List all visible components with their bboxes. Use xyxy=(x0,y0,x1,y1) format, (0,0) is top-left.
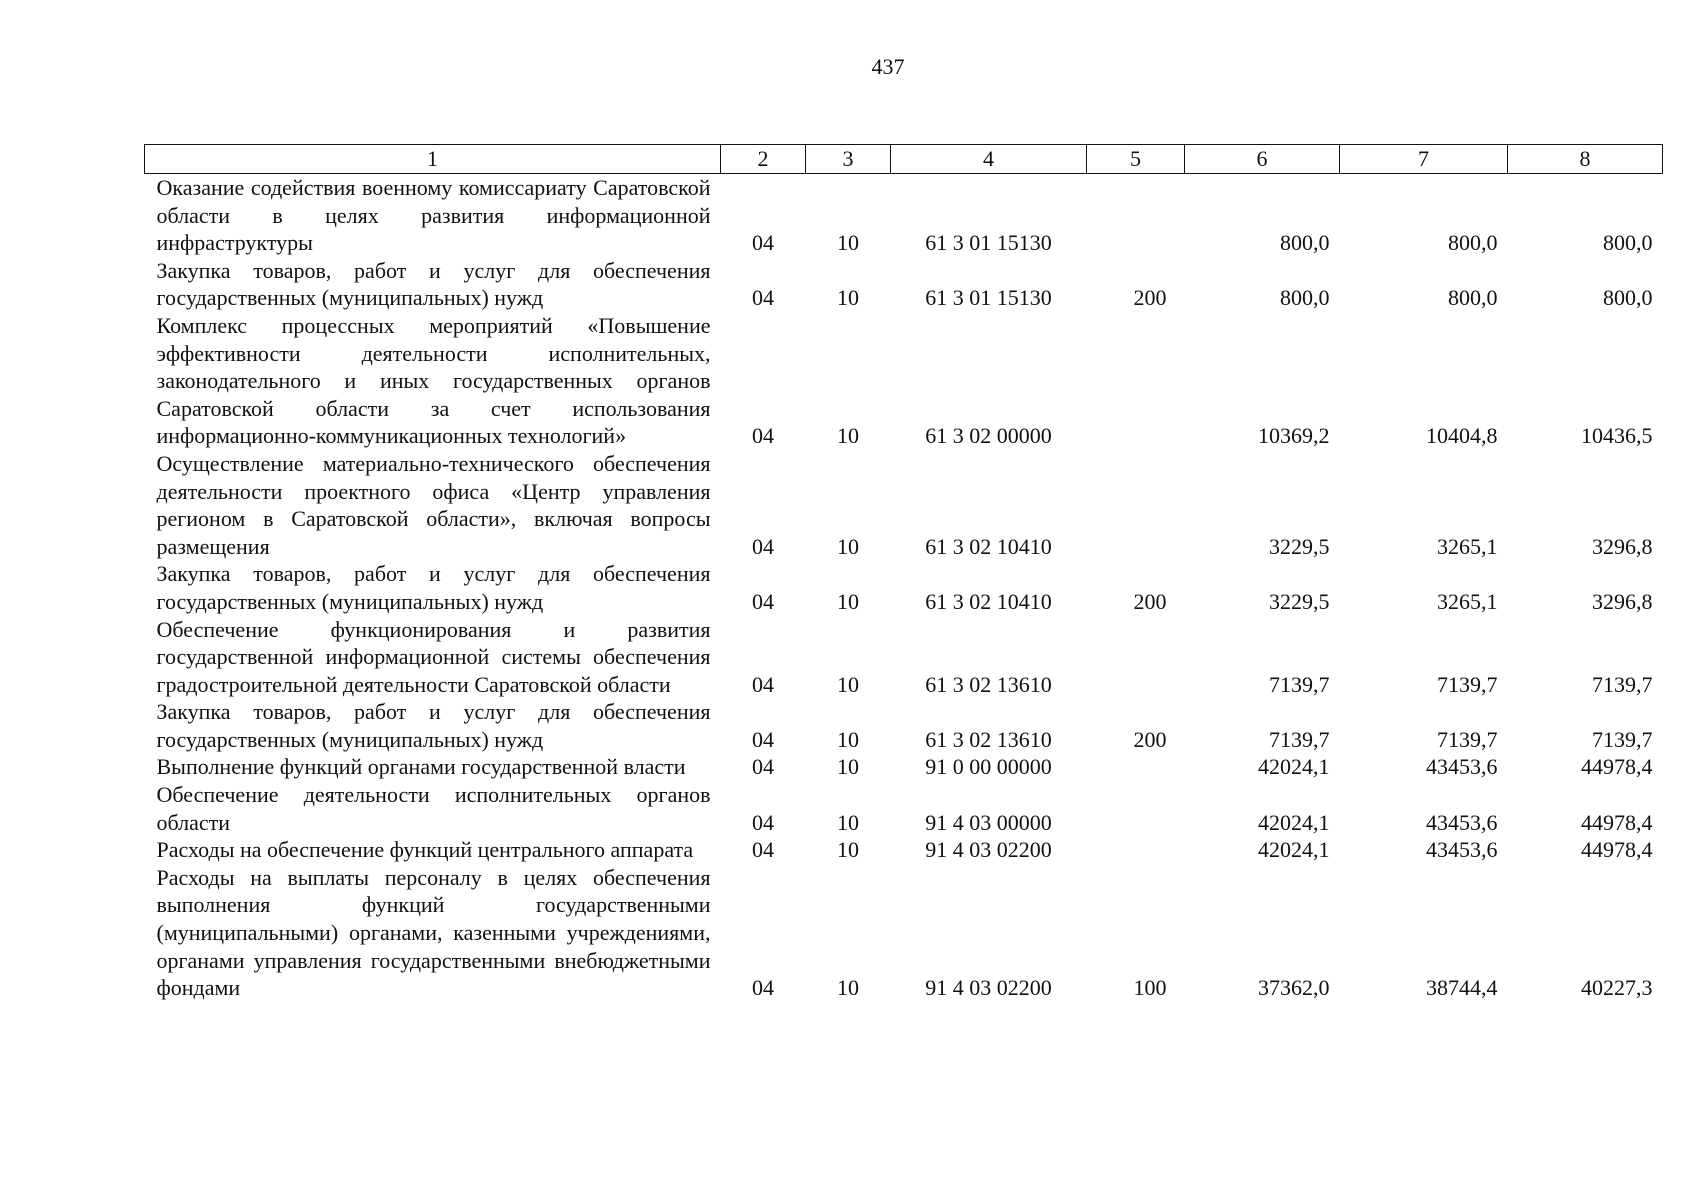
table-row xyxy=(145,450,1663,560)
row-name: Комплекс процессных мероприятий «Повышение эффективности деятельности исполнительных, законодательного и иных государственных органов Саратовской области за счет использования информационно-коммуникационных технологий» xyxy=(156,312,711,449)
row-name: Расходы на обеспечение функций центрального аппарата xyxy=(156,837,694,863)
cell-target-code: 61 3 02 10410 xyxy=(925,533,1052,559)
cell-target-code: 91 4 03 00000 xyxy=(925,809,1052,835)
cell-section: 04 xyxy=(752,285,774,311)
cell-section: 04 xyxy=(752,588,774,614)
table-row xyxy=(145,174,1663,257)
table-header xyxy=(145,145,1663,174)
cell-amount-year2: 38744,4 xyxy=(1426,975,1498,1001)
cell-subsection: 10 xyxy=(837,975,859,1001)
column-header: 1 xyxy=(145,145,721,174)
cell-target-code: 91 4 03 02200 xyxy=(925,975,1052,1001)
cell-amount-year3: 3296,8 xyxy=(1592,588,1653,614)
cell-subsection: 10 xyxy=(837,754,859,780)
cell-amount-year3: 44978,4 xyxy=(1581,754,1653,780)
column-header: 3 xyxy=(806,145,891,174)
cell-subsection: 10 xyxy=(837,671,859,697)
cell-amount-year3: 3296,8 xyxy=(1592,533,1653,559)
cell-amount-year1: 800,0 xyxy=(1280,230,1330,256)
cell-expense-type: 200 xyxy=(1133,588,1167,614)
cell-amount-year1: 42024,1 xyxy=(1258,837,1330,863)
row-name: Обеспечение деятельности исполнительных органов области xyxy=(156,782,711,835)
row-name: Закупка товаров, работ и услуг для обеспечения государственных (муниципальных) нужд xyxy=(156,699,711,752)
cell-target-code: 61 3 01 15130 xyxy=(925,285,1052,311)
cell-amount-year2: 43453,6 xyxy=(1426,754,1498,780)
cell-amount-year3: 44978,4 xyxy=(1581,837,1653,863)
cell-section: 04 xyxy=(752,671,774,697)
cell-amount-year3: 10436,5 xyxy=(1581,423,1653,449)
cell-amount-year2: 43453,6 xyxy=(1426,837,1498,863)
cell-expense-type xyxy=(1087,450,1185,560)
cell-target-code: 61 3 02 13610 xyxy=(925,671,1052,697)
budget-table xyxy=(144,144,1663,1002)
cell-amount-year3: 800,0 xyxy=(1603,230,1653,256)
cell-target-code: 91 0 00 00000 xyxy=(925,754,1052,780)
cell-section: 04 xyxy=(752,809,774,835)
row-name: Оказание содействия военному комиссариату Саратовской области в целях развития информационной инфраструктуры xyxy=(156,175,711,256)
table-row xyxy=(145,864,1663,1002)
cell-section: 04 xyxy=(752,423,774,449)
row-name: Осуществление материально-технического обеспечения деятельности проектного офиса «Центр управления регионом в Саратовской области», включая вопросы размещения xyxy=(156,450,711,559)
column-header: 6 xyxy=(1185,145,1340,174)
cell-section: 04 xyxy=(752,533,774,559)
row-name: Закупка товаров, работ и услуг для обеспечения государственных (муниципальных) нужд xyxy=(156,257,711,311)
cell-amount-year3: 7139,7 xyxy=(1592,671,1653,697)
cell-section: 04 xyxy=(752,726,774,752)
column-header: 4 xyxy=(891,145,1087,174)
cell-expense-type xyxy=(1087,174,1185,257)
cell-subsection: 10 xyxy=(837,533,859,559)
cell-amount-year1: 7139,7 xyxy=(1269,671,1330,697)
cell-expense-type xyxy=(1087,312,1185,450)
cell-amount-year2: 800,0 xyxy=(1448,230,1498,256)
row-name: Выполнение функций органами государственной власти xyxy=(156,754,686,780)
table-row xyxy=(145,616,1663,699)
cell-subsection: 10 xyxy=(837,230,859,256)
table-row xyxy=(145,781,1663,836)
cell-amount-year1: 37362,0 xyxy=(1258,975,1330,1001)
cell-target-code: 91 4 03 02200 xyxy=(925,837,1052,863)
cell-target-code: 61 3 02 13610 xyxy=(925,726,1052,752)
cell-amount-year1: 3229,5 xyxy=(1269,533,1330,559)
cell-expense-type xyxy=(1087,781,1185,836)
column-header: 8 xyxy=(1508,145,1663,174)
cell-subsection: 10 xyxy=(837,809,859,835)
table-row xyxy=(145,753,1663,781)
cell-amount-year1: 42024,1 xyxy=(1258,754,1330,780)
cell-section: 04 xyxy=(752,975,774,1001)
cell-target-code: 61 3 02 10410 xyxy=(925,588,1052,614)
cell-target-code: 61 3 01 15130 xyxy=(925,230,1052,256)
cell-expense-type xyxy=(1087,753,1185,781)
cell-amount-year2: 800,0 xyxy=(1448,285,1498,311)
cell-amount-year2: 3265,1 xyxy=(1437,533,1498,559)
table-row xyxy=(145,560,1663,615)
cell-amount-year1: 42024,1 xyxy=(1258,809,1330,835)
cell-amount-year2: 43453,6 xyxy=(1426,809,1498,835)
cell-expense-type xyxy=(1087,836,1185,864)
cell-amount-year1: 7139,7 xyxy=(1269,726,1330,752)
cell-amount-year2: 7139,7 xyxy=(1437,671,1498,697)
row-name: Обеспечение функционирования и развития государственной информационной системы обеспечения градостроительной деятельности Саратовской области xyxy=(156,616,711,697)
column-header: 2 xyxy=(721,145,806,174)
cell-amount-year2: 10404,8 xyxy=(1426,423,1498,449)
cell-expense-type: 100 xyxy=(1133,975,1167,1001)
page-number: 437 xyxy=(871,54,905,79)
cell-subsection: 10 xyxy=(837,726,859,752)
cell-subsection: 10 xyxy=(837,423,859,449)
cell-amount-year2: 7139,7 xyxy=(1437,726,1498,752)
cell-amount-year1: 800,0 xyxy=(1280,285,1330,311)
cell-subsection: 10 xyxy=(837,285,859,311)
cell-target-code: 61 3 02 00000 xyxy=(925,423,1052,449)
cell-amount-year2: 3265,1 xyxy=(1437,588,1498,614)
column-header: 5 xyxy=(1087,145,1185,174)
table-row xyxy=(145,312,1663,450)
cell-section: 04 xyxy=(752,837,774,863)
cell-amount-year3: 800,0 xyxy=(1603,285,1653,311)
column-header: 7 xyxy=(1340,145,1508,174)
cell-amount-year3: 7139,7 xyxy=(1592,726,1653,752)
row-name: Расходы на выплаты персоналу в целях обеспечения выполнения функций государственными (муниципальными) органами, казенными учреждениями, органами управления государственными внебюджетными фондами xyxy=(156,864,711,1001)
cell-expense-type: 200 xyxy=(1133,285,1167,311)
row-name: Закупка товаров, работ и услуг для обеспечения государственных (муниципальных) нужд xyxy=(156,561,711,614)
header-row xyxy=(145,145,1663,174)
table-body xyxy=(145,174,1663,1002)
cell-subsection: 10 xyxy=(837,588,859,614)
cell-amount-year3: 40227,3 xyxy=(1581,975,1653,1001)
cell-expense-type xyxy=(1087,616,1185,699)
table-row xyxy=(145,257,1663,312)
cell-amount-year1: 3229,5 xyxy=(1269,588,1330,614)
table-row xyxy=(145,836,1663,864)
table-row xyxy=(145,698,1663,753)
cell-section: 04 xyxy=(752,230,774,256)
cell-amount-year3: 44978,4 xyxy=(1581,809,1653,835)
cell-subsection: 10 xyxy=(837,837,859,863)
cell-section: 04 xyxy=(752,754,774,780)
cell-expense-type: 200 xyxy=(1133,726,1167,752)
cell-amount-year1: 10369,2 xyxy=(1258,423,1330,449)
